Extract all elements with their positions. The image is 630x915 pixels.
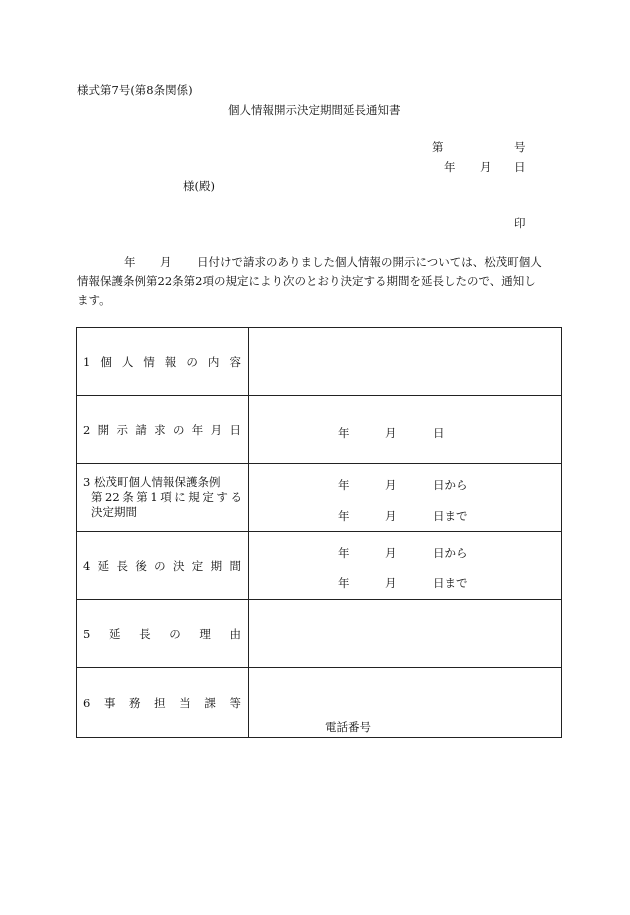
row4-label-cell xyxy=(77,532,249,600)
row4-label-char: 4 xyxy=(83,558,91,573)
request-date-year: 年 xyxy=(338,426,350,440)
row4-label-char: 長 xyxy=(116,558,128,573)
row3-label-char: に xyxy=(174,490,186,504)
table-row xyxy=(77,328,562,396)
row4-label-char: 後 xyxy=(135,558,147,573)
row6-label-cell xyxy=(77,668,249,738)
row4-label-char: 決 xyxy=(172,558,185,573)
row5-label-char: 理 xyxy=(199,626,211,641)
row4-label-char: の xyxy=(154,558,166,573)
row6-label-char: 6 xyxy=(83,695,91,710)
row4-label-char: 定 xyxy=(191,558,204,573)
extended-period-from-month: 月 xyxy=(385,546,397,560)
request-date-day: 日 xyxy=(433,426,445,440)
row3-label-char: す xyxy=(216,490,228,504)
row2-label-char: 2 xyxy=(83,422,91,437)
body-text-line-1: 日付けで請求のありました個人情報の開示については、松茂町個人 xyxy=(197,255,542,269)
extended-period-from-year: 年 xyxy=(338,546,350,560)
row6-label-char: 課 xyxy=(204,695,216,710)
row6-label-char: 当 xyxy=(179,695,191,710)
row1-label-char: 内 xyxy=(207,354,220,369)
row2-label-char: 日 xyxy=(229,422,241,437)
issue-date-month: 月 xyxy=(480,160,492,174)
form-number: 様式第7号(第8条関係) xyxy=(77,83,193,97)
row3-label-char: 1 xyxy=(150,490,158,504)
original-period-from-year: 年 xyxy=(338,478,350,492)
row3-label-char: 第 xyxy=(136,490,148,504)
document-number-suffix: 号 xyxy=(514,140,526,154)
row4-label xyxy=(77,558,248,574)
row2-value-cell[interactable] xyxy=(249,396,562,464)
row2-label-char: 年 xyxy=(191,422,204,437)
row5-label-cell xyxy=(77,600,249,668)
phone-number-label: 電話番号 xyxy=(325,720,371,734)
row1-label-char: 容 xyxy=(229,354,241,369)
body-text-line-3: ます。 xyxy=(77,293,111,307)
row2-label-char: の xyxy=(172,422,185,437)
row1-label-char: 1 xyxy=(83,354,91,369)
row4-label-char: 期 xyxy=(210,558,223,573)
document-title: 個人情報開示決定期間延長通知書 xyxy=(228,103,401,117)
notice-table xyxy=(76,327,562,738)
row3-value-cell[interactable] xyxy=(249,464,562,532)
document-number-prefix: 第 xyxy=(432,140,444,154)
row6-label-char: 事 xyxy=(103,695,116,710)
row2-label-cell xyxy=(77,396,249,464)
original-period-to-year: 年 xyxy=(338,509,350,523)
row4-value-cell[interactable] xyxy=(249,532,562,600)
row1-label-char: の xyxy=(186,354,198,369)
row1-label-char: 人 xyxy=(121,354,134,369)
row6-label-char: 務 xyxy=(129,695,141,710)
table-row xyxy=(77,464,562,532)
original-period-from-day: 日から xyxy=(433,478,468,492)
row3-label-cell xyxy=(77,464,249,532)
row5-label-char: の xyxy=(169,626,181,641)
issue-date-year: 年 xyxy=(444,160,456,174)
row4-label-char: 延 xyxy=(97,558,110,573)
row4-label-char: 間 xyxy=(229,558,241,573)
row5-label xyxy=(77,626,248,642)
row5-label-char: 長 xyxy=(139,626,151,641)
row3-label-line-2 xyxy=(83,490,242,505)
row1-label-char: 個 xyxy=(100,354,112,369)
original-period-to-month: 月 xyxy=(385,509,397,523)
row1-label-cell xyxy=(77,328,249,396)
original-period-to-day: 日まで xyxy=(433,509,468,523)
row2-label-char: 開 xyxy=(97,422,110,437)
row5-label-char: 延 xyxy=(108,626,121,641)
extended-period-from-day: 日から xyxy=(433,546,468,560)
table-row xyxy=(77,600,562,668)
request-date-month: 月 xyxy=(385,426,397,440)
row3-label-char: 規 xyxy=(188,490,200,504)
row5-value-cell[interactable] xyxy=(249,600,562,668)
extended-period-to-month: 月 xyxy=(385,576,397,590)
row3-label-char: る xyxy=(230,490,242,504)
row6-label xyxy=(77,695,248,711)
row3-label-char: 条 xyxy=(122,490,134,504)
row3-label-line-3: 決定期間 xyxy=(91,505,137,519)
row3-label-char: 第 xyxy=(91,490,103,504)
row2-label-char: 示 xyxy=(116,422,128,437)
table-row xyxy=(77,532,562,600)
row6-label-char: 担 xyxy=(154,695,166,710)
issue-date-day: 日 xyxy=(514,160,526,174)
row3-label-line-1: 3 松茂町個人情報保護条例 xyxy=(83,475,221,489)
body-request-month: 月 xyxy=(160,255,172,269)
row3-label xyxy=(77,475,248,520)
table-row xyxy=(77,668,562,738)
row2-label-char: 請 xyxy=(135,422,147,437)
body-request-year: 年 xyxy=(124,255,136,269)
row6-label-char: 等 xyxy=(229,695,241,710)
row3-label-char: 22 xyxy=(105,490,120,504)
body-text-line-2: 情報保護条例第22条第2項の規定により次のとおり決定する期間を延長したので、通知し xyxy=(77,274,536,288)
row3-label-char: 定 xyxy=(202,490,214,504)
row1-label xyxy=(77,354,248,370)
row1-label-char: 情 xyxy=(143,354,155,369)
extended-period-to-year: 年 xyxy=(338,576,350,590)
row2-label xyxy=(77,422,248,438)
addressee: 様(殿) xyxy=(183,179,215,193)
row5-label-char: 5 xyxy=(83,626,91,641)
row1-label-char: 報 xyxy=(164,354,177,369)
table-row xyxy=(77,396,562,464)
extended-period-to-day: 日まで xyxy=(433,576,468,590)
row3-label-char: 項 xyxy=(160,490,172,504)
row6-value-cell[interactable] xyxy=(249,668,562,738)
row1-value-cell[interactable] xyxy=(249,328,562,396)
original-period-from-month: 月 xyxy=(385,478,397,492)
row2-label-char: 月 xyxy=(210,422,223,437)
row2-label-char: 求 xyxy=(154,422,166,437)
row5-label-char: 由 xyxy=(229,626,241,641)
seal-mark: 印 xyxy=(514,216,526,230)
